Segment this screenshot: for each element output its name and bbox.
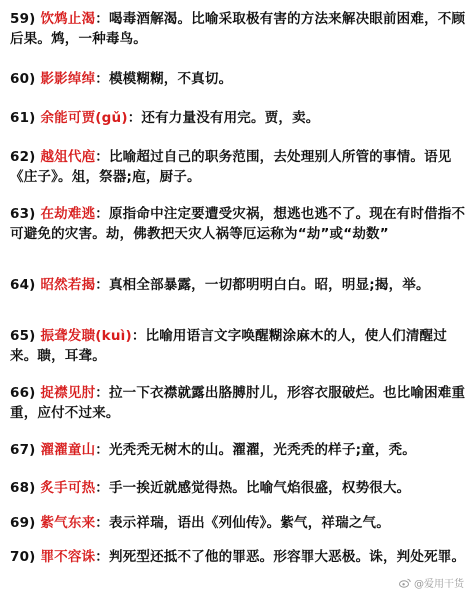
entry-number: 69) bbox=[10, 515, 36, 531]
idiom-entry-69: 69) 紫气东来：表示祥瑞，语出《列仙传》。紫气，祥瑞之气。 bbox=[10, 515, 390, 531]
idiom-term: 余能可贾(gǔ) bbox=[40, 110, 128, 126]
entry-number: 59) bbox=[10, 11, 36, 27]
idiom-definition: 原指命中注定要遭受灾祸，想逃也逃不了。现在有时借指不可避免的灾害。劫，佛教把天灾人祸等厄运称为“劫”或“劫数” bbox=[10, 206, 466, 242]
idiom-definition: 判死型还抵不了他的罪恶。形容罪大恶极。诛，判处死罪。 bbox=[108, 549, 466, 565]
idiom-definition: 模模糊糊，不真切。 bbox=[108, 71, 233, 87]
entry-number: 62) bbox=[10, 149, 36, 165]
idiom-term: 昭然若揭 bbox=[40, 277, 96, 293]
idiom-term: 炙手可热 bbox=[40, 480, 96, 496]
idiom-term: 在劫难逃 bbox=[40, 206, 96, 222]
idiom-definition: 比喻用语言文字唤醒糊涂麻木的人，使人们清醒过来。聩，耳聋。 bbox=[10, 328, 447, 364]
idiom-entry-64: 64) 昭然若揭：真相全部暴露，一切都明明白白。昭，明显;揭，举。 bbox=[10, 277, 430, 293]
idiom-entry-61: 61) 余能可贾(gǔ)：还有力量没有用完。贾，卖。 bbox=[10, 110, 320, 126]
idiom-definition: 拉一下衣襟就露出胳膊肘儿，形容衣服破烂。也比喻困难重重，应付不过来。 bbox=[10, 385, 466, 421]
idiom-entry-67: 67) 濯濯童山：光秃秃无树木的山。濯濯，光秃秃的样子;童，秃。 bbox=[10, 442, 416, 458]
idiom-entry-70: 70) 罪不容诛：判死型还抵不了他的罪恶。形容罪大恶极。诛，判处死罪。 bbox=[10, 549, 466, 565]
entry-number: 66) bbox=[10, 385, 36, 401]
idiom-term: 罪不容诛 bbox=[40, 549, 96, 565]
weibo-icon bbox=[399, 578, 411, 588]
idiom-term: 饮鸩止渴 bbox=[40, 11, 96, 27]
entry-number: 60) bbox=[10, 71, 36, 87]
idiom-entry-62: 62) 越俎代庖：比喻超过自己的职务范围，去处理别人所管的事情。语见《庄子》。俎，祭器;庖，厨子。 bbox=[10, 149, 452, 185]
entry-number: 65) bbox=[10, 328, 36, 344]
idiom-entry-59: 59) 饮鸩止渴：喝毒酒解渴。比喻采取极有害的方法来解决眼前困难，不顾后果。鸩，一种毒鸟。 bbox=[10, 11, 466, 47]
idiom-entry-63: 63) 在劫难逃：原指命中注定要遭受灾祸，想逃也逃不了。现在有时借指不可避免的灾害。劫，佛教把天灾人祸等厄运称为“劫”或“劫数” bbox=[10, 206, 466, 242]
idiom-definition: 喝毒酒解渴。比喻采取极有害的方法来解决眼前困难，不顾后果。鸩，一种毒鸟。 bbox=[10, 11, 466, 47]
entry-number: 64) bbox=[10, 277, 36, 293]
idiom-term: 濯濯童山 bbox=[40, 442, 96, 458]
idiom-definition: 光秃秃无树木的山。濯濯，光秃秃的样子;童，秃。 bbox=[108, 442, 416, 458]
idiom-entry-68: 68) 炙手可热：手一挨近就感觉得热。比喻气焰很盛，权势很大。 bbox=[10, 480, 411, 496]
watermark bbox=[399, 575, 464, 590]
entry-number: 61) bbox=[10, 110, 36, 126]
idiom-entry-66: 66) 捉襟见肘：拉一下衣襟就露出胳膊肘儿，形容衣服破烂。也比喻困难重重，应付不过来。 bbox=[10, 385, 466, 421]
idiom-term: 紫气东来 bbox=[40, 515, 96, 531]
idiom-term: 越俎代庖 bbox=[40, 149, 96, 165]
idiom-term: 影影绰绰 bbox=[40, 71, 96, 87]
watermark-text: @爱用干货 bbox=[414, 579, 464, 590]
entry-number: 63) bbox=[10, 206, 36, 222]
idiom-term: 振聋发聩(kuì) bbox=[40, 328, 132, 344]
idiom-term: 捉襟见肘 bbox=[40, 385, 96, 401]
entry-number: 67) bbox=[10, 442, 36, 458]
idiom-entry-65: 65) 振聋发聩(kuì)：比喻用语言文字唤醒糊涂麻木的人，使人们清醒过来。聩，耳聋。 bbox=[10, 328, 447, 364]
entry-number: 70) bbox=[10, 549, 36, 565]
idiom-definition: 比喻超过自己的职务范围，去处理别人所管的事情。语见《庄子》。俎，祭器;庖，厨子。 bbox=[10, 149, 452, 185]
idiom-definition: 手一挨近就感觉得热。比喻气焰很盛，权势很大。 bbox=[108, 480, 411, 496]
idiom-definition: 真相全部暴露，一切都明明白白。昭，明显;揭，举。 bbox=[108, 277, 430, 293]
entry-number: 68) bbox=[10, 480, 36, 496]
idiom-entry-60: 60) 影影绰绰：模模糊糊，不真切。 bbox=[10, 71, 233, 87]
idiom-definition: 表示祥瑞，语出《列仙传》。紫气，祥瑞之气。 bbox=[108, 515, 390, 531]
idiom-definition: 还有力量没有用完。贾，卖。 bbox=[141, 110, 320, 126]
